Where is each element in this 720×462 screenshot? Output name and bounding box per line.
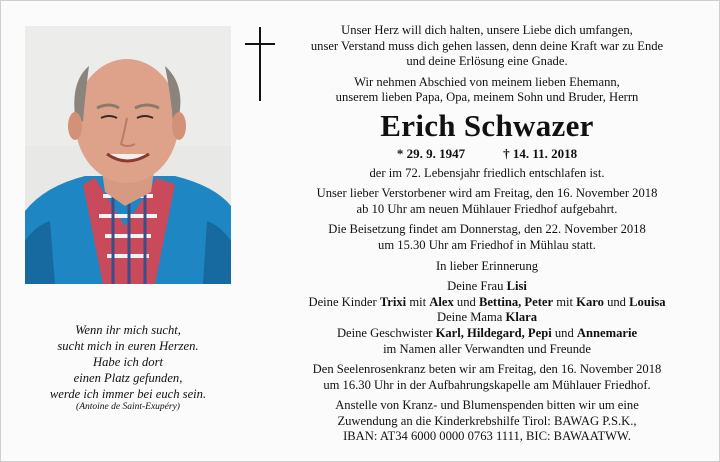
family-mother: Deine Mama Klara xyxy=(436,310,538,325)
birth-date: * 29. 9. 1947 xyxy=(396,145,466,161)
viewing-line: ab 10 Uhr am neuen Mühlauer Friedhof aufgebahrt. xyxy=(356,201,618,216)
family-children: Deine Kinder Trixi mit Alex und Bettina, Peter mit Karo und Louisa xyxy=(308,294,666,309)
death-date: † 14. 11. 2018 xyxy=(503,145,578,161)
rosary-line: Den Seelenrosenkranz beten wir am Freitag, den 16. November 2018 xyxy=(312,362,662,377)
obituary-text xyxy=(263,23,711,445)
donation-line: IBAN: AT34 6000 0000 0763 1111, BIC: BAWAATWW. xyxy=(343,429,631,444)
viewing-line: Unser lieber Verstorbener wird am Freitag, den 16. November 2018 xyxy=(316,186,658,201)
poem-line: Wenn ihr mich sucht, xyxy=(75,323,181,337)
poem xyxy=(25,322,231,402)
deceased-name: Erich Schwazer xyxy=(380,107,594,143)
burial-line: Die Beisetzung findet am Donnerstag, den 22. November 2018 xyxy=(328,222,646,237)
intro-line: und deine Erlösung eine Gnade. xyxy=(406,54,568,69)
intro-line: Unser Herz will dich halten, unsere Liebe dich umfangen, xyxy=(341,23,633,37)
poem-line: Habe ich dort xyxy=(93,355,163,369)
burial-line: um 15.30 Uhr am Friedhof in Mühlau statt. xyxy=(378,237,596,252)
age-line: der im 72. Lebensjahr friedlich entschlafen ist. xyxy=(369,165,605,180)
intro-line: unser Verstand muss dich gehen lassen, denn deine Kraft war zu Ende xyxy=(310,38,664,53)
life-dates xyxy=(263,146,711,162)
poem-line: sucht mich in euren Herzen. xyxy=(57,339,199,353)
poem-line: einen Platz gefunden, xyxy=(73,371,183,385)
family-siblings: Deine Geschwister Karl, Hildegard, Pepi und Annemarie xyxy=(336,325,638,340)
farewell-line: Wir nehmen Abschied von meinem lieben Ehemann, xyxy=(354,74,620,89)
poem-line: werde ich immer bei euch sein. xyxy=(49,387,207,401)
family-wife: Deine Frau Lisi xyxy=(447,279,527,294)
family-others: im Namen aller Verwandten und Freunde xyxy=(383,341,591,356)
farewell-line: unserem lieben Papa, Opa, meinem Sohn und Bruder, Herrn xyxy=(335,90,639,105)
poem-author: (Antoine de Saint-Exupéry) xyxy=(76,402,180,412)
memory-line: In lieber Erinnerung xyxy=(435,258,539,273)
donation-line: Zuwendung an die Kinderkrebshilfe Tirol: BAWAG P.S.K., xyxy=(337,413,637,428)
portrait-photo xyxy=(25,26,231,284)
rosary-line: um 16.30 Uhr in der Aufbahrungskapelle am Mühlauer Friedhof. xyxy=(323,377,651,392)
donation-line: Anstelle von Kranz- und Blumenspenden bitten wir um eine xyxy=(335,398,639,413)
